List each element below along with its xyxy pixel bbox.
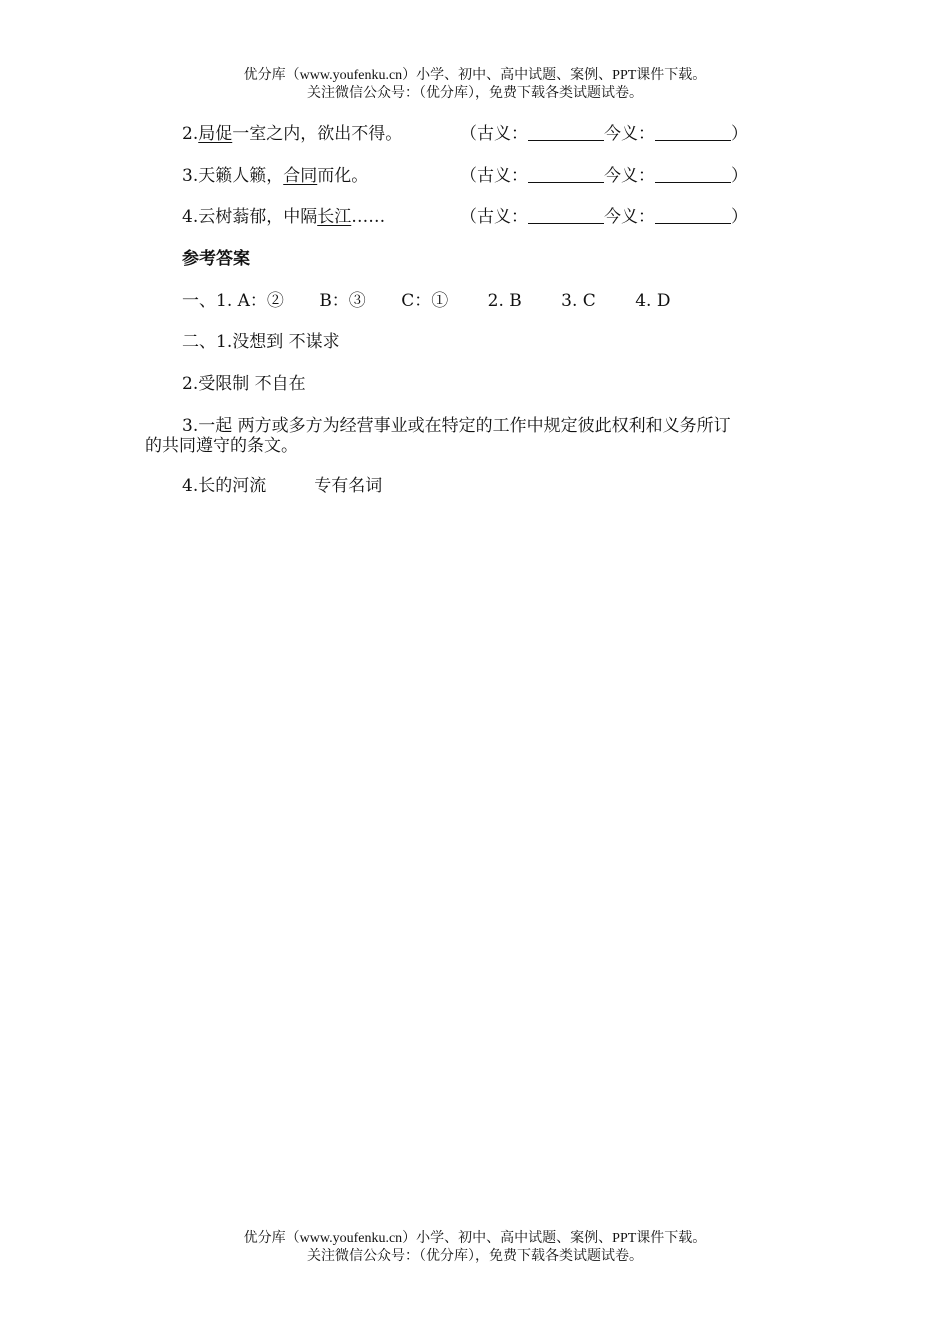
answer-blank bbox=[655, 207, 731, 224]
answers-section-2-item-4 bbox=[182, 475, 382, 497]
answer-4: 4. D bbox=[635, 291, 671, 311]
answer-4-left: 4.长的河流 bbox=[182, 476, 267, 496]
answer-blank bbox=[528, 166, 604, 183]
question-prefix: 4.云树蓊郁，中隔 bbox=[182, 207, 318, 227]
header-line-2: 关注微信公众号：（优分库），免费下载各类试题试卷。 bbox=[307, 86, 643, 101]
question-2 bbox=[182, 123, 402, 145]
question-2-note bbox=[460, 123, 748, 145]
question-4-note bbox=[460, 206, 748, 228]
footer-line-1: 优分库（www.youfenku.cn）小学、初中、高中试题、案例、PPT课件下载。 bbox=[243, 1231, 707, 1246]
question-prefix: 2. bbox=[182, 124, 199, 144]
page-header bbox=[0, 67, 950, 103]
note-old-meaning-label: （古义： bbox=[460, 166, 528, 186]
answers-title: 参考答案 bbox=[182, 249, 250, 269]
note-close: ） bbox=[731, 124, 748, 144]
answer-3-line-2: 的共同遵守的条文。 bbox=[145, 436, 298, 456]
answers-section-2-item-1: 二、1.没想到 不谋求 bbox=[182, 332, 340, 352]
note-new-meaning-label: 今义： bbox=[604, 124, 655, 144]
answer-blank bbox=[528, 207, 604, 224]
note-old-meaning-label: （古义： bbox=[460, 207, 528, 227]
header-line-1: 优分库（www.youfenku.cn）小学、初中、高中试题、案例、PPT课件下载。 bbox=[243, 68, 707, 83]
answer-4-right: 专有名词 bbox=[314, 476, 383, 496]
answer-3: 3. C bbox=[561, 291, 596, 311]
question-4 bbox=[182, 206, 385, 228]
underlined-word: 长江 bbox=[317, 207, 352, 227]
question-rest: …… bbox=[351, 207, 386, 227]
note-new-meaning-label: 今义： bbox=[604, 207, 655, 227]
footer-line-2: 关注微信公众号：（优分库），免费下载各类试题试卷。 bbox=[307, 1249, 643, 1264]
question-prefix: 3.天籁人籁， bbox=[182, 166, 284, 186]
question-rest: 一室之内，欲出不得。 bbox=[232, 124, 403, 144]
answer-1a: 一、1. A：② bbox=[182, 291, 284, 311]
page-footer bbox=[0, 1230, 950, 1266]
answers-section-2-item-2: 2.受限制 不自在 bbox=[182, 374, 306, 394]
answer-blank bbox=[655, 124, 731, 141]
answers-section-2-item-3 bbox=[145, 416, 825, 456]
note-new-meaning-label: 今义： bbox=[604, 166, 655, 186]
answer-blank bbox=[655, 166, 731, 183]
note-old-meaning-label: （古义： bbox=[460, 124, 528, 144]
note-close: ） bbox=[731, 207, 748, 227]
answer-2: 2. B bbox=[487, 291, 522, 311]
underlined-word: 局促 bbox=[198, 124, 233, 144]
note-close: ） bbox=[731, 166, 748, 186]
question-3-note bbox=[460, 165, 748, 187]
question-3 bbox=[182, 165, 368, 187]
question-rest: 而化。 bbox=[317, 166, 369, 186]
answer-1b: B：③ bbox=[319, 291, 366, 311]
answer-3-line-1: 3.一起 两方或多方为经营事业或在特定的工作中规定彼此权利和义务所订 bbox=[182, 416, 731, 436]
answer-1c: C：① bbox=[401, 291, 449, 311]
answers-section-1 bbox=[182, 290, 670, 312]
answer-blank bbox=[528, 124, 604, 141]
underlined-word: 合同 bbox=[283, 166, 318, 186]
